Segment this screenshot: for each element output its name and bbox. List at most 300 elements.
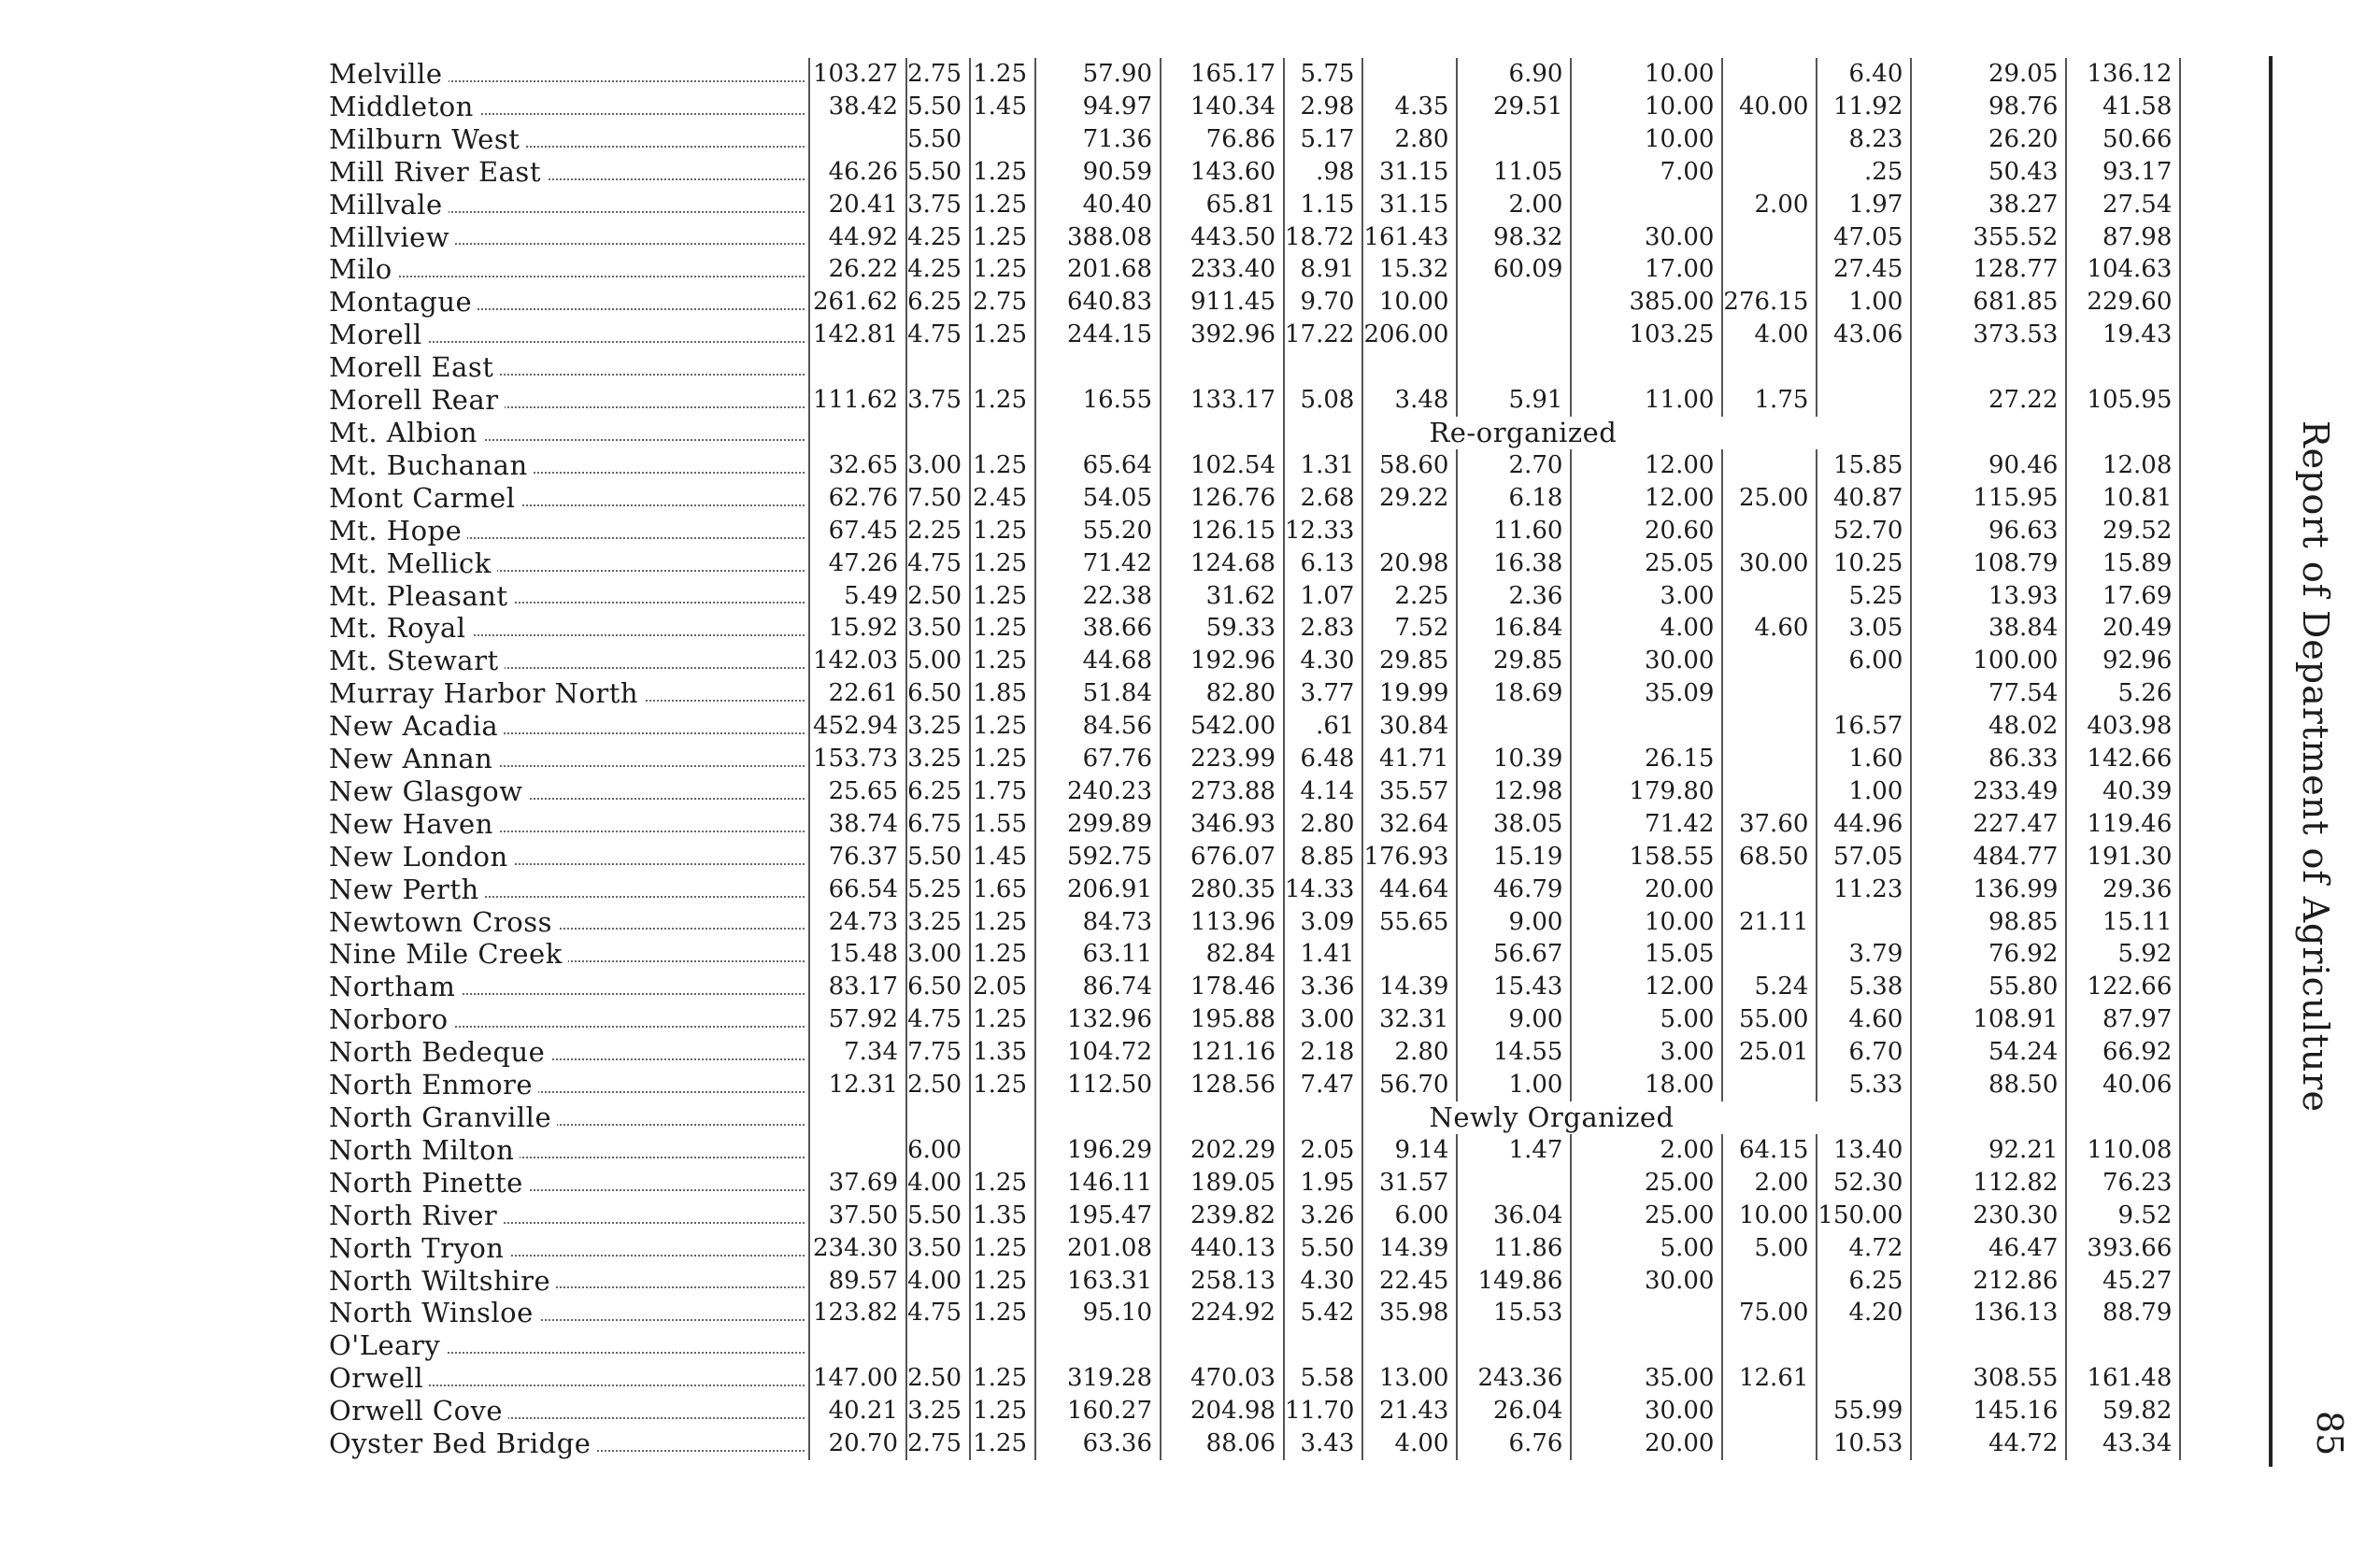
table-cell: .98: [1284, 156, 1362, 189]
table-cell: 132.96: [1035, 1003, 1161, 1036]
table-cell: 2.68: [1284, 482, 1362, 515]
table-cell: 1.25: [970, 189, 1035, 221]
table-cell: 1.97: [1817, 189, 1911, 221]
table-cell: 35.57: [1362, 775, 1457, 808]
table-cell: 1.25: [970, 612, 1035, 645]
table-cell: [1817, 351, 1911, 384]
table-cell: [1284, 417, 1362, 449]
table-cell: 44.72: [1911, 1427, 2066, 1460]
table-cell: 3.77: [1284, 677, 1362, 710]
table-cell: 2.80: [1284, 808, 1362, 841]
table-cell: 11.92: [1817, 91, 1911, 123]
table-cell: 95.10: [1035, 1297, 1161, 1329]
table-cell: 37.50: [809, 1200, 906, 1232]
district-name: Mont Carmel: [329, 482, 520, 514]
district-name: North Granville: [329, 1101, 557, 1133]
table-cell: 47.26: [809, 547, 906, 580]
table-cell: 276.15: [1722, 286, 1817, 319]
table-cell: 1.25: [970, 1232, 1035, 1265]
table-cell: 165.17: [1161, 58, 1284, 91]
table-cell: 5.50: [906, 156, 970, 189]
table-cell: 44.64: [1362, 873, 1457, 906]
table-cell: 27.45: [1817, 253, 1911, 286]
table-cell: [1722, 1395, 1817, 1427]
table-cell: 150.00: [1817, 1200, 1911, 1232]
table-cell: 4.30: [1284, 645, 1362, 677]
table-cell: 77.54: [1911, 677, 2066, 710]
table-cell: 223.99: [1161, 743, 1284, 775]
table-cell: 11.86: [1457, 1232, 1571, 1265]
table-row: [329, 645, 2180, 677]
table-cell: 10.00: [1571, 906, 1722, 939]
table-cell: 3.00: [906, 938, 970, 971]
table-cell: 108.91: [1911, 1003, 2066, 1036]
table-cell: 4.00: [1362, 1427, 1457, 1460]
table-row: [329, 189, 2180, 221]
table-cell: 4.20: [1817, 1297, 1911, 1329]
table-cell: 10.81: [2066, 482, 2180, 515]
district-name-cell: [329, 1069, 809, 1101]
table-row: [329, 1297, 2180, 1329]
table-row: [329, 547, 2180, 580]
table-cell: 17.00: [1571, 253, 1722, 286]
table-cell: 142.66: [2066, 743, 2180, 775]
table-cell: 18.69: [1457, 677, 1571, 710]
table-cell: 57.05: [1817, 841, 1911, 873]
table-cell: [1571, 351, 1722, 384]
table-row: [329, 286, 2180, 319]
table-cell: 5.25: [906, 873, 970, 906]
table-cell: 9.70: [1284, 286, 1362, 319]
district-name: North Milton: [329, 1134, 520, 1166]
table-cell: [2066, 417, 2180, 449]
district-name-cell: [329, 938, 809, 971]
table-cell: 2.05: [1284, 1134, 1362, 1167]
district-name: North Winsloe: [329, 1297, 539, 1328]
table-cell: 11.60: [1457, 515, 1571, 547]
table-cell: 6.90: [1457, 58, 1571, 91]
district-name-cell: [329, 449, 809, 482]
table-cell: 3.50: [906, 1232, 970, 1265]
table-cell: 60.09: [1457, 253, 1571, 286]
table-cell: 1.65: [970, 873, 1035, 906]
table-cell: 20.70: [809, 1427, 906, 1460]
table-cell: 9.14: [1362, 1134, 1457, 1167]
table-cell: 27.22: [1911, 384, 2066, 417]
table-cell: 103.27: [809, 58, 906, 91]
table-cell: [1457, 319, 1571, 351]
table-cell: 189.05: [1161, 1167, 1284, 1200]
table-cell: 2.18: [1284, 1036, 1362, 1069]
table-cell: 32.31: [1362, 1003, 1457, 1036]
district-name-cell: [329, 482, 809, 515]
table-cell: 2.75: [906, 1427, 970, 1460]
table-cell: 6.13: [1284, 547, 1362, 580]
table-cell: [2066, 1101, 2180, 1134]
table-cell: 1.00: [1457, 1069, 1571, 1101]
table-cell: 4.00: [1722, 319, 1817, 351]
table-cell: 40.87: [1817, 482, 1911, 515]
district-name: Morell East: [329, 351, 499, 383]
table-cell: 2.00: [1722, 189, 1817, 221]
table-cell: 2.25: [1362, 580, 1457, 613]
table-cell: [1161, 1329, 1284, 1362]
district-name: Murray Harbor North: [329, 677, 644, 709]
table-cell: 87.97: [2066, 1003, 2180, 1036]
table-cell: 88.79: [2066, 1297, 2180, 1329]
table-cell: 44.92: [809, 221, 906, 254]
district-name-cell: [329, 286, 809, 319]
table-cell: [1817, 417, 1911, 449]
table-cell: 15.19: [1457, 841, 1571, 873]
table-cell: 6.48: [1284, 743, 1362, 775]
table-cell: 86.33: [1911, 743, 2066, 775]
table-cell: 90.59: [1035, 156, 1161, 189]
table-cell: 1.25: [970, 515, 1035, 547]
ledger-table-wrap: [329, 58, 2181, 1460]
page-number: 85: [2309, 1411, 2350, 1456]
table-cell: [1911, 1329, 2066, 1362]
table-cell: 5.91: [1457, 384, 1571, 417]
table-cell: 55.80: [1911, 971, 2066, 1003]
table-cell: 2.45: [970, 482, 1035, 515]
table-cell: 1.35: [970, 1036, 1035, 1069]
table-cell: [970, 417, 1035, 449]
table-row: [329, 1362, 2180, 1395]
table-cell: 66.54: [809, 873, 906, 906]
table-row: [329, 515, 2180, 547]
table-row: [329, 1101, 2180, 1134]
table-cell: 2.50: [906, 1362, 970, 1395]
table-cell: 176.93: [1362, 841, 1457, 873]
table-cell: 58.60: [1362, 449, 1457, 482]
table-cell: 57.90: [1035, 58, 1161, 91]
table-cell: 43.06: [1817, 319, 1911, 351]
table-cell: 7.34: [809, 1036, 906, 1069]
table-cell: 4.72: [1817, 1232, 1911, 1265]
table-cell: 5.92: [2066, 938, 2180, 971]
table-cell: [1722, 351, 1817, 384]
table-cell: 202.29: [1161, 1134, 1284, 1167]
table-cell: 94.97: [1035, 91, 1161, 123]
sidebar-title: Report of Department of Agriculture: [2295, 419, 2336, 1113]
table-cell: 6.00: [1817, 645, 1911, 677]
table-cell: 1.35: [970, 1200, 1035, 1232]
table-cell: 1.25: [970, 253, 1035, 286]
table-cell: [2066, 1329, 2180, 1362]
table-cell: [1161, 351, 1284, 384]
table-cell: 452.94: [809, 710, 906, 743]
table-cell: 41.71: [1362, 743, 1457, 775]
table-cell: 179.80: [1571, 775, 1722, 808]
table-cell: 11.00: [1571, 384, 1722, 417]
table-cell: [1722, 515, 1817, 547]
table-row: [329, 482, 2180, 515]
table-cell: 6.40: [1817, 58, 1911, 91]
table-cell: 31.15: [1362, 156, 1457, 189]
district-name: New Glasgow: [329, 775, 529, 807]
table-cell: 681.85: [1911, 286, 2066, 319]
table-cell: 30.00: [1571, 1265, 1722, 1298]
district-name-cell: [329, 351, 809, 384]
table-cell: 10.39: [1457, 743, 1571, 775]
table-cell: 5.17: [1284, 123, 1362, 156]
district-name-cell: [329, 123, 809, 156]
district-name: Mt. Pleasant: [329, 580, 514, 612]
table-row: [329, 1232, 2180, 1265]
table-cell: 96.63: [1911, 515, 2066, 547]
table-cell: 20.49: [2066, 612, 2180, 645]
table-cell: 1.25: [970, 710, 1035, 743]
table-cell: 3.50: [906, 612, 970, 645]
table-cell: 5.50: [906, 841, 970, 873]
table-cell: 1.25: [970, 645, 1035, 677]
table-row: [329, 351, 2180, 384]
table-row: [329, 123, 2180, 156]
table-cell: 192.96: [1161, 645, 1284, 677]
table-cell: 3.25: [906, 1395, 970, 1427]
table-cell: 3.25: [906, 710, 970, 743]
table-cell: [1722, 449, 1817, 482]
table-cell: .61: [1284, 710, 1362, 743]
table-cell: 5.33: [1817, 1069, 1911, 1101]
table-cell: 11.05: [1457, 156, 1571, 189]
table-cell: 227.47: [1911, 808, 2066, 841]
table-row: [329, 1265, 2180, 1298]
table-cell: 1.25: [970, 1297, 1035, 1329]
table-cell: 17.22: [1284, 319, 1362, 351]
table-cell: 38.66: [1035, 612, 1161, 645]
table-cell: 1.75: [970, 775, 1035, 808]
table-cell: 40.00: [1722, 91, 1817, 123]
table-cell: [906, 1101, 970, 1134]
table-cell: 104.72: [1035, 1036, 1161, 1069]
table-cell: 1.47: [1457, 1134, 1571, 1167]
district-name-cell: [329, 547, 809, 580]
table-cell: 1.25: [970, 1395, 1035, 1427]
table-cell: 13.40: [1817, 1134, 1911, 1167]
table-row: [329, 775, 2180, 808]
table-row: [329, 156, 2180, 189]
table-cell: 6.25: [906, 775, 970, 808]
district-name: Montague: [329, 286, 477, 318]
table-cell: 3.00: [1571, 580, 1722, 613]
table-cell: 11.23: [1817, 873, 1911, 906]
table-cell: 2.00: [1722, 1167, 1817, 1200]
table-row: [329, 580, 2180, 613]
table-cell: 640.83: [1035, 286, 1161, 319]
table-cell: 10.25: [1817, 547, 1911, 580]
table-row: [329, 319, 2180, 351]
table-cell: 1.60: [1817, 743, 1911, 775]
table-cell: 146.11: [1035, 1167, 1161, 1200]
table-cell: 31.15: [1362, 189, 1457, 221]
table-cell: 50.43: [1911, 156, 2066, 189]
table-cell: 2.80: [1362, 123, 1457, 156]
table-cell: [970, 1329, 1035, 1362]
district-name-cell: [329, 1167, 809, 1200]
table-cell: 13.93: [1911, 580, 2066, 613]
vertical-rule: [2269, 56, 2273, 1467]
table-cell: [1362, 1329, 1457, 1362]
table-cell: 105.95: [2066, 384, 2180, 417]
table-cell: 35.00: [1571, 1362, 1722, 1395]
status-note: Newly Organized: [1429, 1101, 1675, 1133]
table-cell: 233.40: [1161, 253, 1284, 286]
table-cell: 5.50: [906, 1200, 970, 1232]
table-cell: 98.32: [1457, 221, 1571, 254]
table-cell: 388.08: [1035, 221, 1161, 254]
table-cell: 88.06: [1161, 1427, 1284, 1460]
table-cell: 111.62: [809, 384, 906, 417]
table-cell: 239.82: [1161, 1200, 1284, 1232]
table-cell: 1.25: [970, 580, 1035, 613]
district-name: Nine Mile Creek: [329, 938, 568, 970]
table-cell: 3.26: [1284, 1200, 1362, 1232]
table-cell: 38.42: [809, 91, 906, 123]
table-cell: [809, 1329, 906, 1362]
table-cell: 35.98: [1362, 1297, 1457, 1329]
table-cell: 2.00: [1571, 1134, 1722, 1167]
table-cell: 258.13: [1161, 1265, 1284, 1298]
table-cell: 299.89: [1035, 808, 1161, 841]
table-cell: 25.00: [1571, 1167, 1722, 1200]
table-cell: 3.05: [1817, 612, 1911, 645]
table-cell: 3.25: [906, 743, 970, 775]
table-cell: 3.36: [1284, 971, 1362, 1003]
table-cell: [1722, 123, 1817, 156]
table-cell: 92.21: [1911, 1134, 2066, 1167]
table-cell: 911.45: [1161, 286, 1284, 319]
table-cell: 240.23: [1035, 775, 1161, 808]
table-cell: 2.36: [1457, 580, 1571, 613]
table-cell: 57.92: [809, 1003, 906, 1036]
table-cell: 8.85: [1284, 841, 1362, 873]
table-cell: 98.76: [1911, 91, 2066, 123]
table-cell: [1722, 156, 1817, 189]
table-cell: 27.54: [2066, 189, 2180, 221]
table-row: [329, 873, 2180, 906]
table-cell: 15.05: [1571, 938, 1722, 971]
table-cell: 6.25: [1817, 1265, 1911, 1298]
table-cell: 163.31: [1035, 1265, 1161, 1298]
table-cell: 20.00: [1571, 1427, 1722, 1460]
table-cell: 206.00: [1362, 319, 1457, 351]
table-cell: 55.99: [1817, 1395, 1911, 1427]
table-cell: [809, 123, 906, 156]
table-cell: 64.15: [1722, 1134, 1817, 1167]
table-cell: 1.25: [970, 743, 1035, 775]
district-name: Millvale: [329, 189, 449, 220]
table-cell: 25.65: [809, 775, 906, 808]
table-cell: 47.05: [1817, 221, 1911, 254]
table-cell: 76.86: [1161, 123, 1284, 156]
table-cell: 1.25: [970, 1167, 1035, 1200]
table-cell: 59.33: [1161, 612, 1284, 645]
table-cell: 84.56: [1035, 710, 1161, 743]
table-cell: 2.00: [1457, 189, 1571, 221]
table-cell: 147.00: [809, 1362, 906, 1395]
table-cell: 37.60: [1722, 808, 1817, 841]
table-cell: 4.00: [1571, 612, 1722, 645]
table-cell: [906, 417, 970, 449]
district-name-cell: [329, 1134, 809, 1167]
table-cell: 9.52: [2066, 1200, 2180, 1232]
table-cell: [809, 351, 906, 384]
district-name: New Haven: [329, 808, 499, 840]
table-row: [329, 971, 2180, 1003]
table-cell: 92.96: [2066, 645, 2180, 677]
table-cell: 3.00: [1284, 1003, 1362, 1036]
table-cell: [1722, 938, 1817, 971]
table-cell: 71.42: [1571, 808, 1722, 841]
district-name-cell: [329, 710, 809, 743]
district-name-cell: [329, 384, 809, 417]
table-row: [329, 906, 2180, 939]
table-cell: 2.75: [970, 286, 1035, 319]
table-cell: [1722, 775, 1817, 808]
table-cell: 75.00: [1722, 1297, 1817, 1329]
table-cell: [1722, 743, 1817, 775]
district-name-cell: [329, 1427, 809, 1460]
table-cell: 12.08: [2066, 449, 2180, 482]
table-cell: [1911, 1101, 2066, 1134]
table-cell: 244.15: [1035, 319, 1161, 351]
table-cell: 63.11: [1035, 938, 1161, 971]
table-cell: 90.46: [1911, 449, 2066, 482]
table-cell: 161.43: [1362, 221, 1457, 254]
table-cell: 1.25: [970, 58, 1035, 91]
table-cell: 15.85: [1817, 449, 1911, 482]
table-cell: 121.16: [1161, 1036, 1284, 1069]
district-name-cell: [329, 253, 809, 286]
district-name: New London: [329, 841, 514, 873]
table-cell: 29.05: [1911, 58, 2066, 91]
district-name: Northam: [329, 971, 461, 1002]
table-cell: 10.00: [1362, 286, 1457, 319]
table-cell: 71.42: [1035, 547, 1161, 580]
table-cell: 3.75: [906, 189, 970, 221]
table-cell: 12.33: [1284, 515, 1362, 547]
table-cell: [1035, 417, 1161, 449]
table-row: [329, 677, 2180, 710]
table-cell: 4.30: [1284, 1265, 1362, 1298]
table-cell: 98.85: [1911, 906, 2066, 939]
table-cell: [1722, 1069, 1817, 1101]
table-cell: 4.60: [1817, 1003, 1911, 1036]
table-cell: 1.25: [970, 1265, 1035, 1298]
table-cell: 142.81: [809, 319, 906, 351]
table-cell: 17.69: [2066, 580, 2180, 613]
district-name-cell: [329, 1200, 809, 1232]
table-cell: 20.00: [1571, 873, 1722, 906]
table-cell: 443.50: [1161, 221, 1284, 254]
table-cell: 54.05: [1035, 482, 1161, 515]
table-cell: [1161, 417, 1284, 449]
table-cell: 26.04: [1457, 1395, 1571, 1427]
district-name: Mt. Hope: [329, 515, 467, 547]
table-cell: 46.26: [809, 156, 906, 189]
table-cell: 6.25: [906, 286, 970, 319]
table-cell: 16.57: [1817, 710, 1911, 743]
table-cell: 201.68: [1035, 253, 1161, 286]
table-cell: [1571, 1329, 1722, 1362]
table-cell: 40.39: [2066, 775, 2180, 808]
table-cell: [1722, 873, 1817, 906]
table-cell: 46.79: [1457, 873, 1571, 906]
table-row: [329, 1167, 2180, 1200]
table-cell: .25: [1817, 156, 1911, 189]
